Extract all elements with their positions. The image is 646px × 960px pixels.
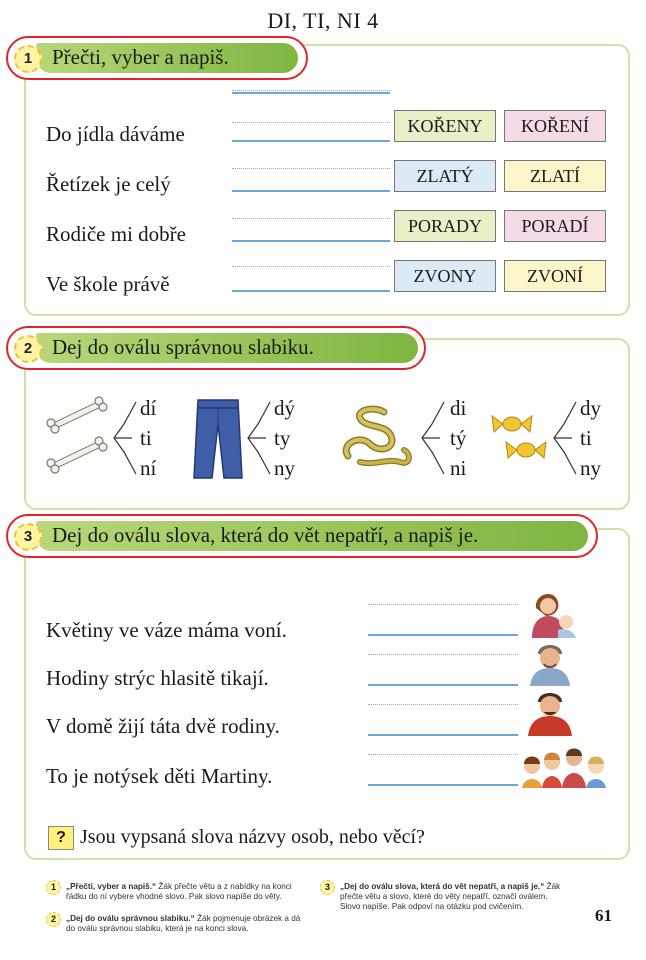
note-1-badge: 1 xyxy=(46,880,61,895)
exercise-1-header xyxy=(6,36,308,80)
note-3-badge: 3 xyxy=(320,880,335,895)
jeans-icon xyxy=(192,398,244,482)
answer-line[interactable] xyxy=(232,240,390,242)
option-chip[interactable]: ZVONÍ xyxy=(504,260,606,292)
note-1 xyxy=(66,882,304,902)
mother-icon xyxy=(524,586,580,638)
exercise-3-header xyxy=(6,514,598,558)
guide-line xyxy=(368,604,518,605)
page-title: DI, TI, NI 4 xyxy=(267,8,379,33)
note-2-title: „Dej do oválu správnou slabiku.“ xyxy=(66,914,195,923)
option-chip[interactable]: ZLATÝ xyxy=(394,160,496,192)
option-chip[interactable]: PORADÍ xyxy=(504,210,606,242)
option-chip[interactable]: KOŘENÍ xyxy=(504,110,606,142)
answer-line[interactable] xyxy=(232,290,390,292)
page-number: 61 xyxy=(595,906,612,925)
ex3-sentence: Květiny ve váze máma voní. xyxy=(46,618,287,642)
note-3-text: Žák přečte větu a slovo, které do věty nepatří, označí oválem. Slovo napíše. Pak odpoví na otázku pod cvičením. xyxy=(340,882,561,911)
ex1-sentence: Rodiče mi dobře xyxy=(46,222,186,246)
syllable-option[interactable]: ny xyxy=(580,456,601,480)
ex1-sentence: Ve škole právě xyxy=(46,272,170,296)
answer-line[interactable] xyxy=(368,734,518,736)
note-2 xyxy=(66,914,304,934)
syllable-option[interactable]: dý xyxy=(274,396,295,420)
exercise-1-number-badge: 1 xyxy=(14,45,42,73)
syllable-option[interactable]: ty xyxy=(274,426,291,450)
syllable-option[interactable]: ti xyxy=(140,426,152,450)
syllable-option[interactable]: ní xyxy=(140,456,157,480)
candies-icon xyxy=(488,404,550,470)
exercise-3-number-badge: 3 xyxy=(14,523,42,551)
branch-lines xyxy=(550,398,580,478)
syllable-option[interactable]: di xyxy=(450,396,467,420)
ex3-sentence: V domě žijí táta dvě rodiny. xyxy=(46,714,280,738)
branch-lines xyxy=(418,398,448,478)
bones-icon xyxy=(44,396,110,474)
guide-line xyxy=(368,654,518,655)
ex3-sentence: Hodiny strýc hlasitě tikají. xyxy=(46,666,269,690)
option-chip[interactable]: ZVONY xyxy=(394,260,496,292)
uncle-icon xyxy=(526,638,574,686)
note-1-title: „Přečti, vyber a napiš.“ xyxy=(66,882,157,891)
ex3-sentence: To je notýsek děti Martiny. xyxy=(46,764,273,788)
ex3-question: Jsou vypsaná slova názvy osob, nebo věcí? xyxy=(80,826,425,848)
family-icon xyxy=(520,744,610,788)
answer-line[interactable] xyxy=(368,684,518,686)
father-icon xyxy=(524,688,576,736)
branch-lines xyxy=(244,398,274,478)
note-3-title: „Dej do oválu slova, která do vět nepatří, a napiš je.“ xyxy=(340,882,545,891)
syllable-option[interactable]: tý xyxy=(450,426,467,450)
guide-line xyxy=(232,168,390,169)
syllable-option[interactable]: ny xyxy=(274,456,295,480)
syllable-option[interactable]: ti xyxy=(580,426,592,450)
note-3 xyxy=(340,882,570,912)
ex1-sentence: Do jídla dáváme xyxy=(46,122,185,146)
exercise-2-number-badge: 2 xyxy=(14,335,42,363)
answer-line[interactable] xyxy=(232,190,390,192)
guide-line xyxy=(232,266,390,267)
option-chip[interactable]: KOŘENY xyxy=(394,110,496,142)
syllable-option[interactable]: dí xyxy=(140,396,157,420)
syllable-option[interactable]: dy xyxy=(580,396,601,420)
syllable-option[interactable]: ni xyxy=(450,456,467,480)
branch-lines xyxy=(110,398,140,478)
exercise-3-title: Dej do oválu slova, která do vět nepatří, a napiš je. xyxy=(52,523,479,547)
exercise-2-title: Dej do oválu správnou slabiku. xyxy=(52,335,314,359)
guide-line xyxy=(232,122,390,123)
answer-line[interactable] xyxy=(232,92,390,94)
option-chip[interactable]: ZLATÍ xyxy=(504,160,606,192)
snakes-icon xyxy=(340,404,414,468)
exercise-1-title: Přečti, vyber a napiš. xyxy=(52,45,229,69)
exercise-2-header xyxy=(6,326,426,370)
note-2-badge: 2 xyxy=(46,912,61,927)
note-2-text: Žák pojmenuje obrázek a dá do oválu správnou slabiku, která je na konci slova. xyxy=(66,914,301,933)
guide-line xyxy=(232,218,390,219)
answer-line[interactable] xyxy=(368,784,518,786)
option-chip[interactable]: PORADY xyxy=(394,210,496,242)
question-mark-icon: ? xyxy=(48,826,74,850)
answer-line[interactable] xyxy=(368,634,518,636)
answer-line[interactable] xyxy=(232,140,390,142)
note-1-text: Žák přečte větu a z nabídky na konci řádku do ní vybere vhodné slovo. Pak slovo napíše do věty. xyxy=(66,882,292,901)
guide-line xyxy=(368,754,518,755)
ex1-sentence: Řetízek je celý xyxy=(46,172,171,196)
guide-line xyxy=(232,90,390,91)
guide-line xyxy=(368,704,518,705)
